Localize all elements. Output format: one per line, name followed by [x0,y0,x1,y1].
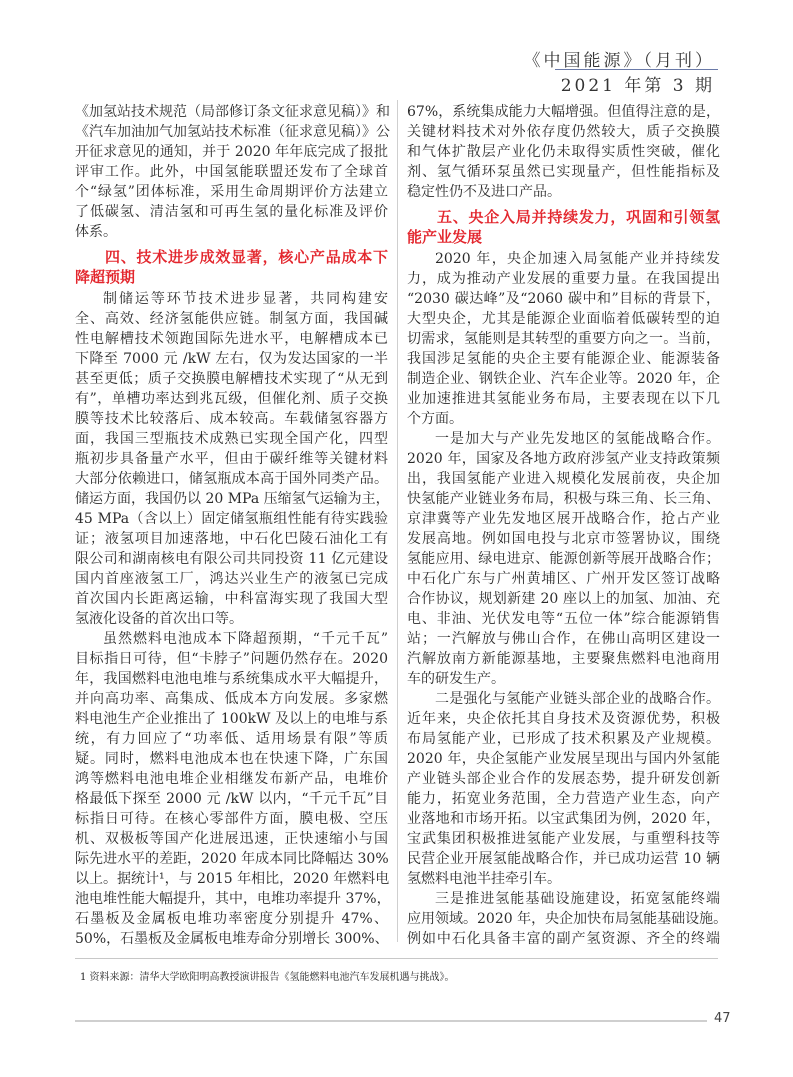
text-line: 布局氢能产业，已形成了技术积累及产业规模。 [407,731,720,747]
text-line: 个“绿氢”团体标准，采用生命周期评价方法建立 [75,184,388,200]
text-line: 出，我国氢能产业进入规模化发展前夜，央企加 [407,471,720,487]
text-line: 大部分依赖进口，储氢瓶成本高于国外同类产品。 [75,471,388,487]
text-line: 鸿等燃料电池电堆企业相继发布新产品，电堆价 [75,771,388,787]
text-line: 67%，系统集成能力大幅增强。但值得注意的是， [407,104,720,120]
text-line: 五、央企入局并持续发力，巩固和引领氢 [437,208,720,226]
text-line: 能力，拓宽业务范围，全力营造产业生态，向产 [407,791,720,807]
text-line: 面，我国三型瓶技术成熟已实现全国产化，四型 [75,431,388,447]
text-line: 稳定性仍不及进口产品。 [407,184,561,200]
text-line: 际先进水平的差距，2020 年成本同比降幅达 30% [75,851,389,867]
text-line: 格最低下探至 2000 元 /kW 以内，“千元千瓦”目 [75,791,388,807]
text-line: 电、非油、光伏发电等“五位一体”综合能源销售 [407,611,720,627]
right-column [407,102,728,949]
text-line: 全、高效、经济氢能供应链。制氢方面，我国碱 [75,311,388,327]
text-line: 有”，单槽功率达到兆瓦级，但催化剂、质子交换 [75,391,388,407]
text-line: 例如中石化具备丰富的副产氢资源、齐全的终端 [407,931,720,947]
text-line: 业落地和市场开拓。以宝武集团为例，2020 年， [407,811,720,827]
text-line: 证；液氢项目加速落地，中石化巴陵石油化工有 [75,531,388,547]
page-number: 47 [714,1011,731,1026]
text-line: 限公司和湖南核电有限公司共同投资 11 亿元建设 [75,551,388,567]
text-line: 氢能应用、绿电进京、能源创新等展开战略合作； [407,551,720,567]
text-line: 民营企业开展氢能战略合作，并已成功运营 10 辆 [407,851,720,867]
text-line: 并向高功率、高集成、低成本方向发展。多家燃 [75,691,388,707]
text-line: 降超预期 [75,268,136,286]
header-rule [555,69,718,70]
text-line: 三是推进氢能基础设施建设，拓宽氢能终端 [435,891,720,907]
text-line: 机、双极板等国产化进展迅速，正快速缩小与国 [75,831,388,847]
text-line: 站；一汽解放与佛山合作，在佛山高明区建设一 [407,631,720,647]
text-line: 统，有力回应了“功率低、适用场景有限”等质 [75,731,388,747]
text-line: 石墨板及金属板电堆功率密度分别提升 47%、 [75,911,388,927]
text-line: 剂、氢气循环泵虽然已实现量产，但性能指标及 [407,164,720,180]
text-line: 汽解放南方新能源基地，主要聚焦燃料电池商用 [407,651,720,667]
text-line: 产业链头部企业合作的发展态势，提升研发创新 [407,771,720,787]
text-line: 池电堆性能大幅提升，其中，电堆功率提升 37%， [75,891,391,907]
left-column [75,102,391,949]
footer-rule [75,1020,707,1022]
text-line: 料电池生产企业推出了 100kW 及以上的电堆与系 [75,711,388,727]
section-heading [407,207,720,247]
text-line: 虽然燃料电池成本下降超预期，“千元千瓦” [103,631,388,647]
footnote-rule [75,958,718,959]
text-line: 应用领域。2020 年，央企加快布局氢能基础设施。 [407,911,728,927]
paragraph [75,629,391,949]
text-line: 合作协议，规划新建 20 座以上的加氢、加油、充 [407,591,720,607]
text-line: 了低碳氢、清洁氢和可再生氢的量化标准及评价 [75,204,388,220]
text-line: 疑。同时，燃料电池成本也在快速下降，广东国 [75,751,388,767]
text-line: 关键材料技术对外依存度仍然较大，质子交换膜 [407,124,720,140]
text-line: 京津冀等产业先发地区展开战略合作，抢占产业 [407,511,720,527]
text-line: 制造企业、钢铁企业、汽车企业等。2020 年，企 [407,371,720,387]
issue-number: 2021 年第 3 期 [560,76,715,96]
text-line: 力，成为推动产业发展的重要力量。在我国提出 [407,271,720,287]
paragraph [75,102,388,242]
text-line: 宝武集团积极推进氢能产业发展，与重塑科技等 [407,831,720,847]
paragraph [407,102,720,202]
text-line: 2020 年，央企氢能产业发展呈现出与国内外氢能 [407,751,720,767]
section-heading [75,247,388,287]
text-line: 膜等技术比较落后、成本较高。车载储氢容器方 [75,411,388,427]
text-line: 以上。据统计¹，与 2015 年相比，2020 年燃料电 [75,871,390,887]
text-line: 性电解槽技术领跑国际先进水平，电解槽成本已 [75,331,388,347]
text-line: 发展高地。例如国电投与北京市签署协议，围绕 [407,531,720,547]
text-line: 《加氢站技术规范（局部修订条文征求意见稿）》和 [75,104,390,120]
paragraph [75,289,388,629]
paragraph [407,429,720,689]
text-line: 目标指日可待，但“卡脖子”问题仍然存在。2020 [75,651,388,667]
text-line: 标指日可待。在核心零部件方面，膜电极、空压 [75,811,388,827]
text-line: “2030 碳达峰”及“2060 碳中和”目标的背景下， [407,291,720,307]
text-line: 2020 年，国家及各地方政府涉氢产业支持政策频 [407,451,720,467]
text-line: 下降至 7000 元 /kW 左右，仅为发达国家的一半 [75,351,388,367]
text-line: 《汽车加油加气加氢站技术标准（征求意见稿）》公 [75,124,390,140]
text-line: 能产业发展 [407,228,483,246]
text-line: 首次国内长距离运输，中科富海实现了我国大型 [75,591,388,607]
text-line: 一是加大与产业先发地区的氢能战略合作。 [435,431,720,447]
text-line: 四、技术进步成效显著，核心产品成本下 [105,248,388,266]
text-line: 二是强化与氢能产业链头部企业的战略合作。 [435,691,720,707]
text-line: 近年来，央企依托其自身技术及资源优势，积极 [407,711,720,727]
text-line: 我国涉足氢能的央企主要有能源企业、能源装备 [407,351,720,367]
journal-title: 《中国能源》（月刊） [523,51,715,71]
text-line: 和气体扩散层产业化仍未取得实质性突破，催化 [407,144,720,160]
text-line: 评审工作。此外，中国氢能联盟还发布了全球首 [75,164,388,180]
paragraph [407,689,720,889]
column-divider [397,100,398,942]
paragraph [407,249,720,429]
text-line: 储运方面，我国仍以 20 MPa 压缩氢气运输为主， [75,491,390,507]
text-line: 年，我国燃料电池电堆与系统集成水平大幅提升， [75,671,388,687]
text-line: 切需求，氢能则是其转型的重要方向之一。当前， [407,331,720,347]
text-line: 大型央企，尤其是能源企业面临着低碳转型的迫 [407,311,720,327]
text-line: 瓶初步具备量产水平，但由于碳纤维等关键材料 [75,451,388,467]
text-line: 业加速推进其氢能业务布局，主要表现在以下几 [407,391,720,407]
text-line: 制储运等环节技术进步显著，共同构建安 [103,291,388,307]
text-line: 车的研发生产。 [407,671,505,687]
text-line: 个方面。 [407,411,463,427]
text-line: 国内首座液氢工厂，鸿达兴业生产的液氢已完成 [75,571,388,587]
text-line: 开征求意见的通知，并于 2020 年年底完成了报批 [75,144,388,160]
text-line: 中石化广东与广州黄埔区、广州开发区签订战略 [407,571,720,587]
text-line: 50%，石墨板及金属板电堆寿命分别增长 300%、 [75,931,389,947]
paragraph [407,889,728,949]
text-line: 体系。 [75,224,117,240]
text-line: 2020 年，央企加速入局氢能产业并持续发 [435,251,720,267]
text-line: 氢燃料电池半挂牵引车。 [407,871,561,887]
text-line: 氢液化设备的首次出口等。 [75,611,243,627]
footnote: 1 资料来源：清华大学欧阳明高教授演讲报告《氢能燃料电池汽车发展机遇与挑战》。 [80,972,455,983]
text-line: 甚至更低；质子交换膜电解槽技术实现了“从无到 [75,371,388,387]
text-line: 45 MPa（含以上）固定储氢瓶组性能有待实践验 [75,511,388,527]
text-line: 快氢能产业链业务布局，积极与珠三角、长三角、 [407,491,720,507]
